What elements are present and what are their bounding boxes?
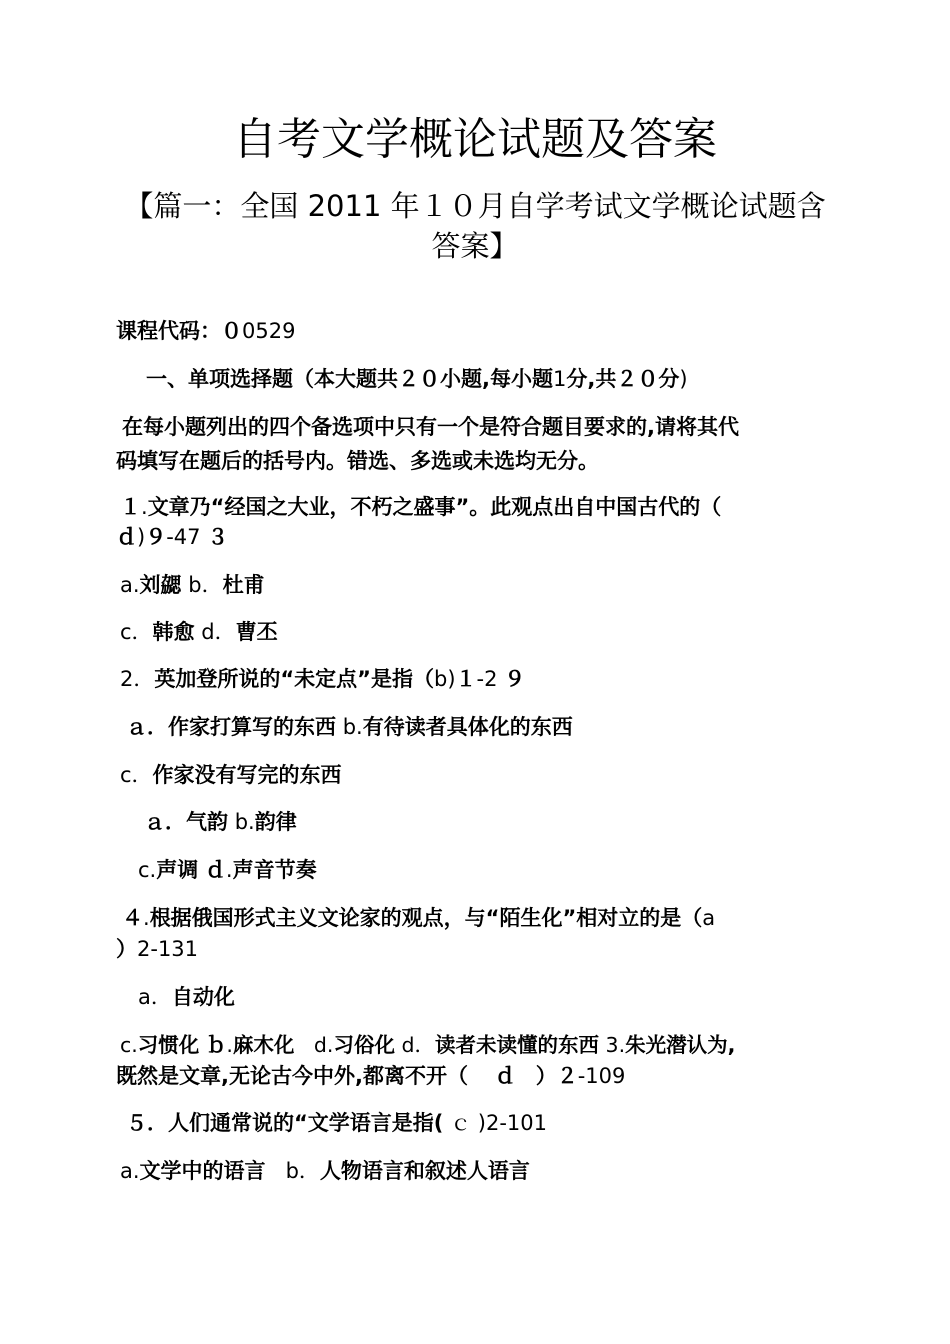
question-2-options-ab: ａ．作家打算写的东西 b.有待读者具体化的东西 <box>126 715 573 739</box>
section-heading: 一、单项选择题（本大题共２０小题,每小题1分,共２０分) <box>146 367 688 391</box>
question-5: ５．人们通常说的“文学语言是指( ｃ )2-101 <box>126 1111 547 1135</box>
question-4-option-a: a．自动化 <box>138 985 235 1009</box>
instructions-line-1: 在每小题列出的四个备选项中只有一个是符合题目要求的,请将其代 <box>122 415 739 439</box>
course-code: 课程代码：０0529 <box>116 319 296 343</box>
question-3-options-cd: c.声调 ｄ.声音节奏 <box>138 858 317 882</box>
question-3-options-ab: ａ．气韵 b.韵律 <box>144 810 297 834</box>
mixed-options-line: c.习惯化 ｂ.麻木化 d.习俗化 d．读者未读懂的东西 3.朱光潜认为, <box>120 1033 736 1057</box>
question-1-options-cd: c．韩愈 d．曹丕 <box>120 620 278 644</box>
question-5-options-ab: a.文学中的语言 b．人物语言和叙述人语言 <box>120 1159 530 1183</box>
document-title: 自考文学概论试题及答案 <box>233 114 717 165</box>
instructions-line-2: 码填写在题后的括号内。错选、多选或未选均无分。 <box>116 449 599 473</box>
question-1-options-ab: a.刘勰 b．杜甫 <box>120 573 265 597</box>
question-2: 2．英加登所说的“未定点”是指（b)１-2 ９ <box>120 667 526 691</box>
subtitle-line-2: 答案】 <box>431 229 519 263</box>
document-subtitle <box>110 186 840 266</box>
question-1-line-2: ｄ)９-47 ３ <box>116 525 229 549</box>
question-1-line-1: １.文章乃“经国之大业，不朽之盛事”。此观点出自中国古代的（ <box>120 495 722 519</box>
question-4-line-1: ４.根据俄国形式主义文论家的观点，与“陌生化”相对立的是（a <box>122 906 716 930</box>
question-2-option-c: c．作家没有写完的东西 <box>120 763 342 787</box>
subtitle-line-1: 【篇一：全国 2011 年１０月自学考试文学概论试题含 <box>124 189 826 223</box>
question-3-line: 既然是文章,无论古今中外,都离不开（ ｄ ）２-109 <box>116 1064 626 1088</box>
question-4-line-2: ）2-131 <box>116 937 199 961</box>
